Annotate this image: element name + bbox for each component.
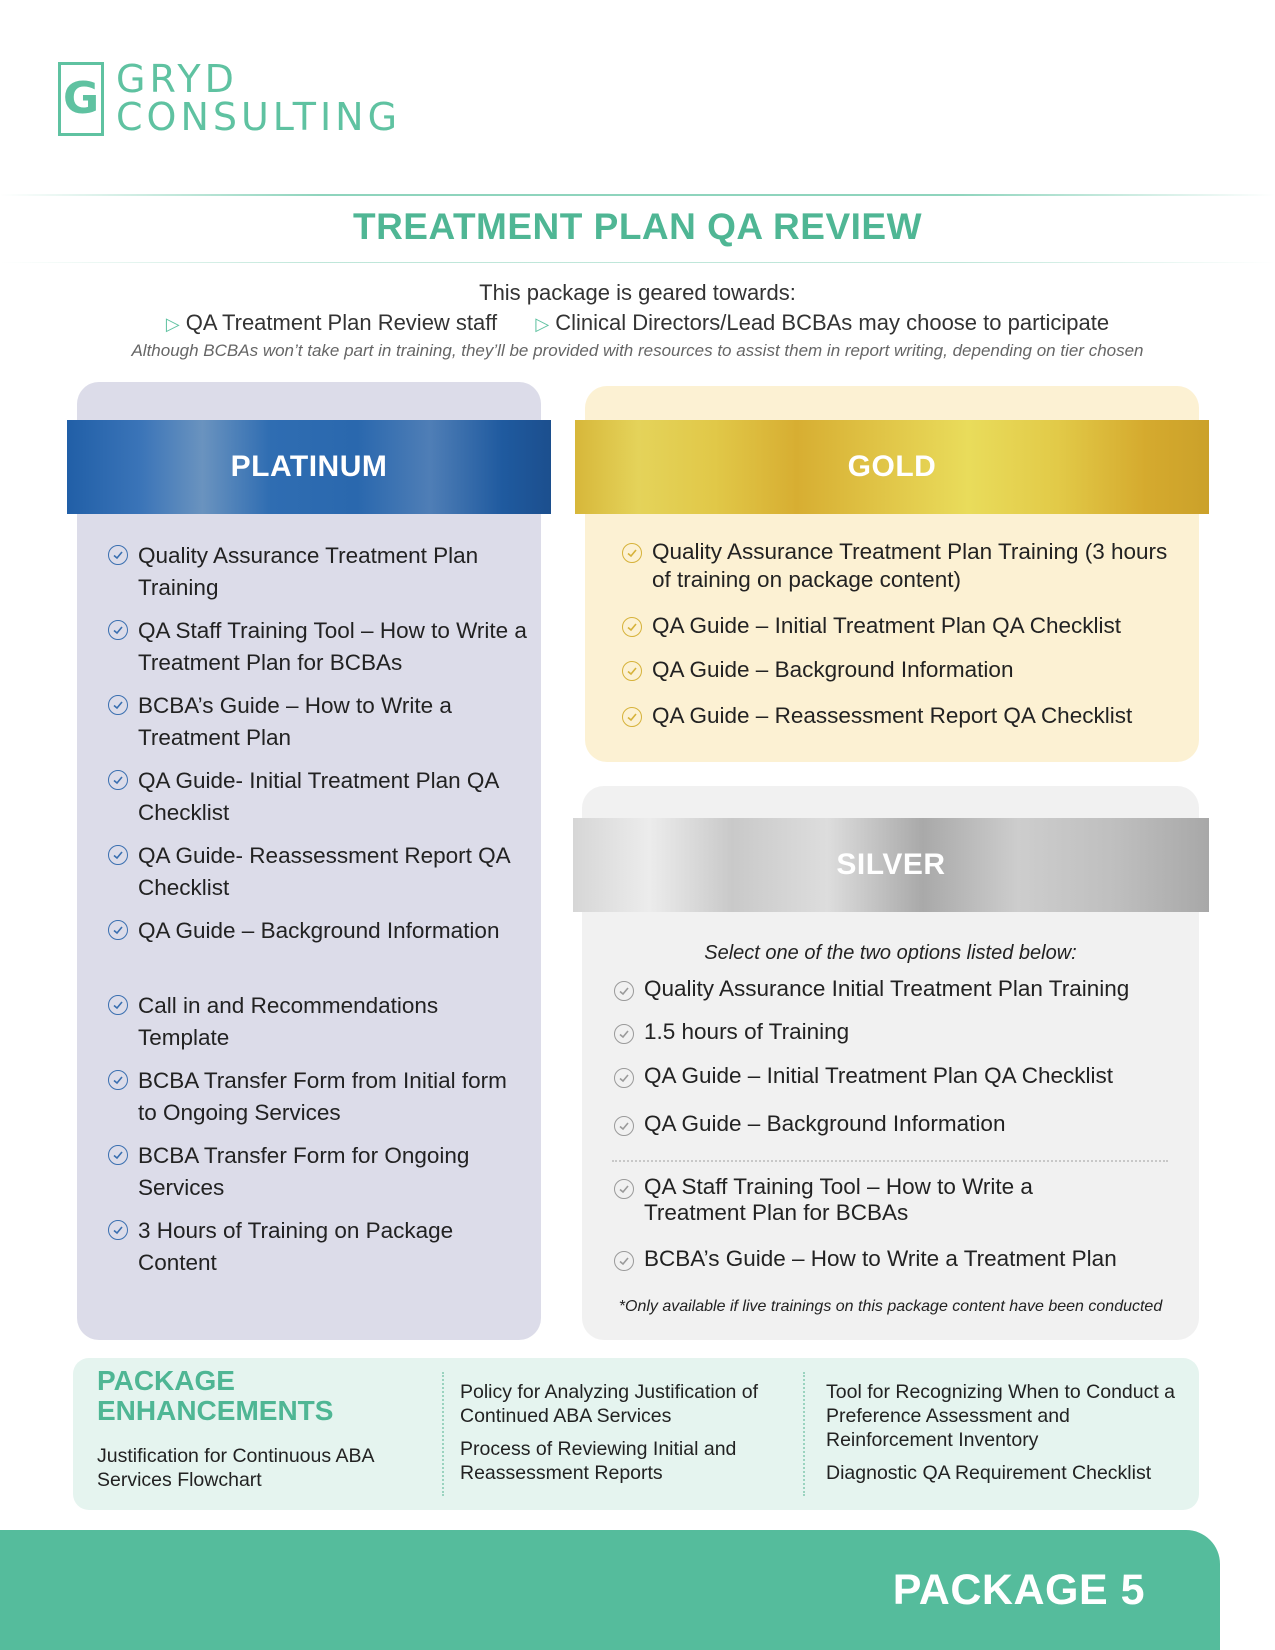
enhancements-separator <box>442 1372 444 1496</box>
check-circle-icon <box>108 545 128 565</box>
silver-banner <box>573 818 1209 912</box>
list-item <box>614 976 1129 1002</box>
list-item-text: 3 Hours of Training on Package Content <box>138 1218 454 1275</box>
package-number: PACKAGE 5 <box>892 1566 1145 1614</box>
page-title: TREATMENT PLAN QA REVIEW <box>352 206 923 247</box>
list-item <box>108 990 528 1054</box>
list-item-text: 1.5 hours of Training <box>644 1019 850 1044</box>
check-circle-icon <box>614 1251 634 1271</box>
check-circle-icon <box>108 770 128 790</box>
check-circle-icon <box>108 1070 128 1090</box>
list-item-text: QA Guide – Reassessment Report QA Checklist <box>652 703 1133 728</box>
enhancement-item: Justification for Continuous ABA Services Flowchart <box>97 1445 374 1491</box>
enhancement-item: Policy for Analyzing Justification of Continued ABA Services <box>460 1381 759 1427</box>
list-item-text: QA Guide – Background Information <box>138 918 500 943</box>
option-divider <box>612 1160 1168 1162</box>
gold-banner <box>575 420 1209 514</box>
list-item <box>622 702 1132 730</box>
silver-label: SILVER <box>836 848 946 881</box>
check-circle-icon <box>622 543 642 563</box>
enhancement-item: Tool for Recognizing When to Conduct a Preference Assessment and Reinforcement Inventory <box>826 1381 1176 1451</box>
list-item-text: QA Guide – Initial Treatment Plan QA Checklist <box>644 1063 1113 1088</box>
list-item-text: QA Guide – Initial Treatment Plan QA Checklist <box>652 613 1121 638</box>
check-circle-icon <box>614 1116 634 1136</box>
audience-line <box>0 310 1275 336</box>
gold-label: GOLD <box>847 450 937 483</box>
list-item-text: QA Guide – Background Information <box>652 657 1014 682</box>
list-item-text: BCBA Transfer Form for Ongoing Services <box>138 1143 470 1200</box>
list-item <box>108 765 528 829</box>
check-circle-icon <box>108 1220 128 1240</box>
double-arrow-icon: ▷ <box>535 314 550 334</box>
check-circle-icon <box>108 845 128 865</box>
audience-item: Clinical Directors/Lead BCBAs may choose to participate <box>555 310 1110 335</box>
enhancement-item: Diagnostic QA Requirement Checklist <box>826 1462 1152 1484</box>
enhancements-separator <box>803 1372 805 1496</box>
check-circle-icon <box>108 695 128 715</box>
list-item-text: QA Guide – Background Information <box>644 1111 1006 1136</box>
list-item <box>614 1063 1113 1089</box>
check-circle-icon <box>614 981 634 1001</box>
bcba-note: Although BCBAs won’t take part in training, they’ll be provided with resources to assist them in report writing, depending on tier chosen <box>131 341 1144 360</box>
title-rule-bottom <box>0 262 1275 263</box>
check-circle-icon <box>108 620 128 640</box>
list-item-text: QA Staff Training Tool – How to Write a Treatment Plan for BCBAs <box>138 618 527 675</box>
list-item <box>108 915 499 947</box>
list-item <box>622 656 1013 684</box>
check-circle-icon <box>108 1145 128 1165</box>
list-item <box>108 690 528 754</box>
geared-towards-label: This package is geared towards: <box>479 280 796 305</box>
check-circle-icon <box>108 995 128 1015</box>
enhancements-title: PACKAGE ENHANCEMENTS <box>97 1365 334 1426</box>
list-item <box>614 1246 1117 1272</box>
double-arrow-icon: ▷ <box>165 314 180 334</box>
platinum-banner <box>67 420 551 514</box>
check-circle-icon <box>614 1068 634 1088</box>
list-item-text: Quality Assurance Treatment Plan Training (3 hours of training on package content) <box>652 539 1168 592</box>
footer-band <box>0 1530 1220 1650</box>
list-item-text: QA Guide- Reassessment Report QA Checklist <box>138 843 510 900</box>
check-circle-icon <box>622 661 642 681</box>
list-item-text: Quality Assurance Treatment Plan Training <box>138 543 479 600</box>
list-item <box>108 540 528 604</box>
check-circle-icon <box>614 1024 634 1044</box>
list-item-text: Call in and Recommendations Template <box>138 993 439 1050</box>
list-item-text: Quality Assurance Initial Treatment Plan Training <box>644 976 1130 1001</box>
logo-wordmark-line1: GRYD <box>116 57 238 101</box>
list-item <box>108 1065 528 1129</box>
list-item-text: BCBA’s Guide – How to Write a Treatment Plan <box>644 1246 1117 1271</box>
enhancement-item: Process of Reviewing Initial and Reassessment Reports <box>460 1438 737 1484</box>
list-item-text: QA Staff Training Tool – How to Write a Treatment Plan for BCBAs <box>644 1174 1033 1225</box>
list-item <box>108 1215 528 1279</box>
list-item <box>614 1174 1084 1226</box>
list-item <box>614 1111 1005 1137</box>
silver-footnote: *Only available if live trainings on this package content have been conducted <box>618 1298 1163 1315</box>
logo-initial: G <box>62 73 100 124</box>
list-item-text: BCBA’s Guide – How to Write a Treatment Plan <box>138 693 452 750</box>
audience-item: QA Treatment Plan Review staff <box>185 310 498 335</box>
list-item-text: QA Guide- Initial Treatment Plan QA Checklist <box>138 768 499 825</box>
check-circle-icon <box>622 617 642 637</box>
list-item <box>622 538 1172 594</box>
platinum-label: PLATINUM <box>230 450 388 483</box>
check-circle-icon <box>614 1179 634 1199</box>
list-item <box>108 840 528 904</box>
silver-intro: Select one of the two options listed below: <box>704 942 1077 964</box>
check-circle-icon <box>108 920 128 940</box>
list-item-text: BCBA Transfer Form from Initial form to Ongoing Services <box>138 1068 507 1125</box>
logo-wordmark-line2: CONSULTING <box>116 95 402 139</box>
check-circle-icon <box>622 707 642 727</box>
list-item <box>614 1019 849 1045</box>
list-item <box>622 612 1121 640</box>
list-item <box>108 615 528 679</box>
list-item <box>108 1140 528 1204</box>
logo-mark <box>58 62 104 136</box>
title-rule-top <box>0 194 1275 196</box>
